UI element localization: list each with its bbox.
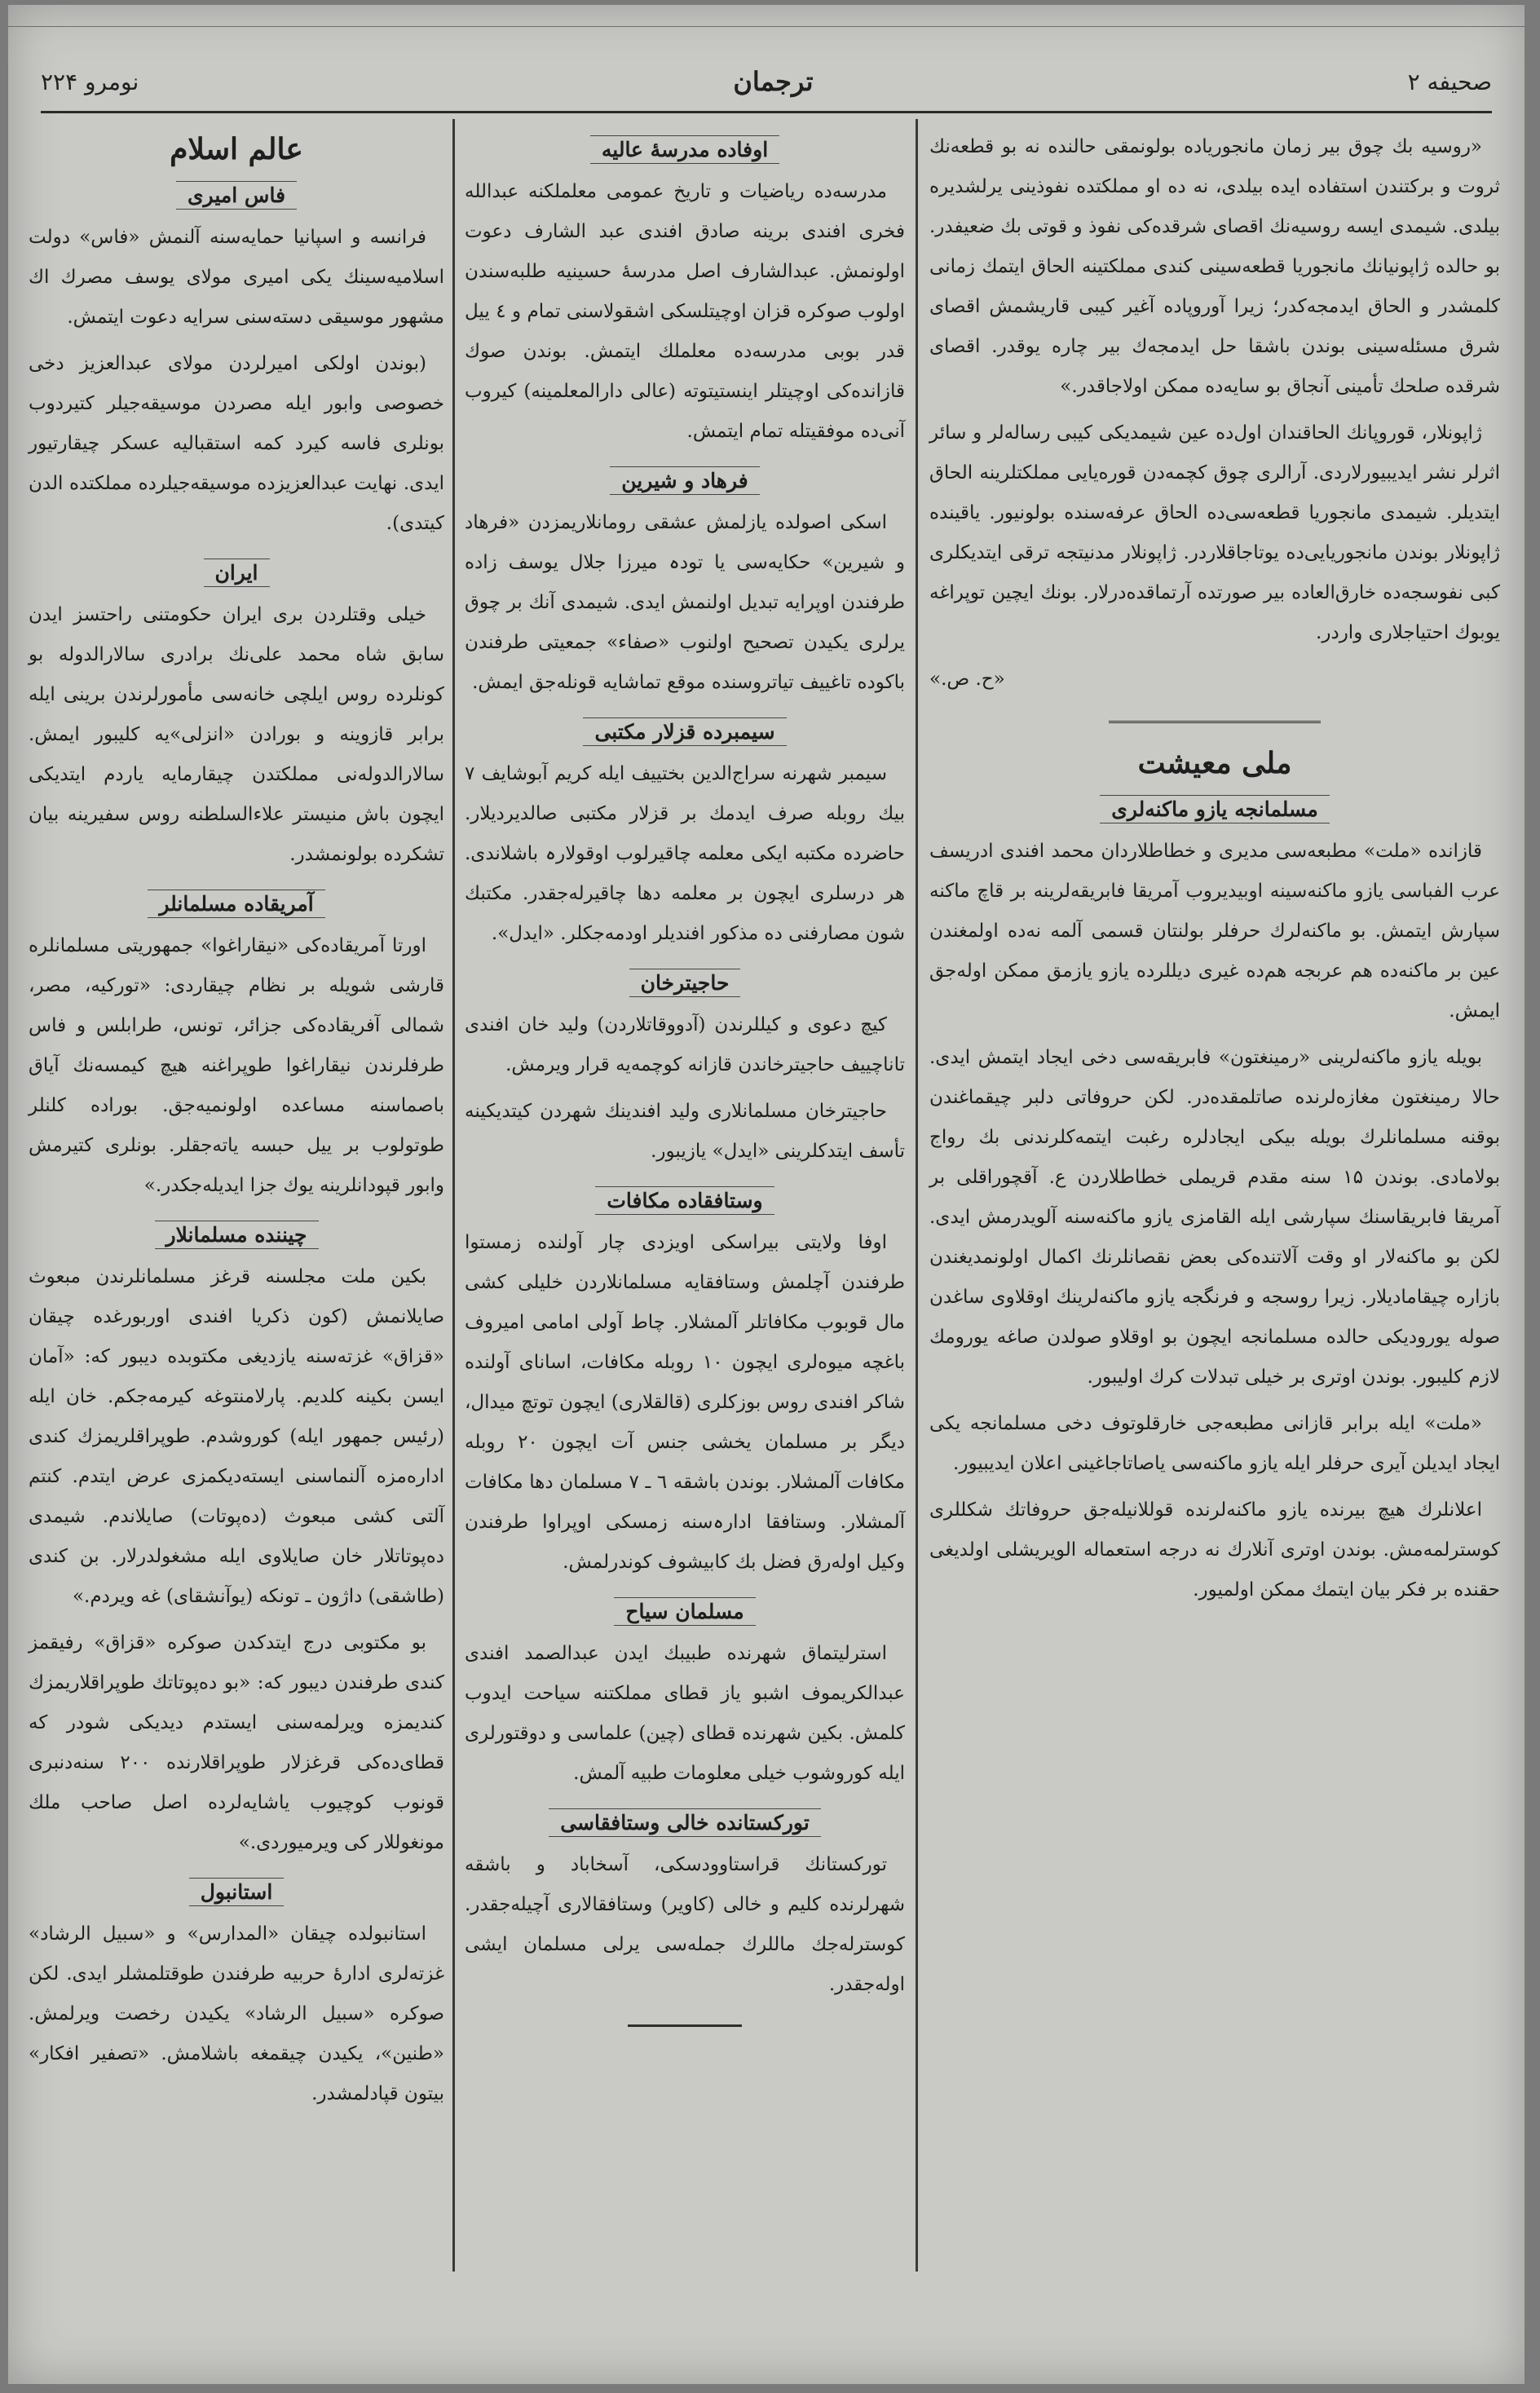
column-rule-left (452, 119, 455, 2272)
article-paragraph: سیمبر شهرنه سراج‌الدین بختییف ایله کریم آبوشایف ۷ بیك روبله صرف ایدمك بر قزلار مکتبی صالدیردیلار. حاضرده مکتبه ایکی معلمه چاقیرلوب اوقولارہ باشلاندی. هر درسلری ایچون بر معلمه دها چاقیرله‌جقدر. مکتبك شون مصارفنی ده مذکور افندیلر اودمه‌جکلر. «ایدل». (465, 763, 905, 944)
section-title: ملی معیشت (1137, 746, 1292, 780)
article-heading: فاس امیری (176, 181, 297, 210)
article-paragraph: بو مکتوبی درج ایتدکدن صوکره «قزاق» رفیقمز کندی طرفندن دیبور که: «بو دەپوتاتك طوپراقلاریمزك کندیمزه ویرلمه‌سنی ایستدم دیدیکی شودر که قطای‌ده‌کی قرغزلار طوپراقلارنده ۲۰۰ سنه‌دنبری قونوب کوچیوب یاشایه‌لرده اصل صاحب ملك مونغوللار کی ویرمیوردی.» (29, 1632, 444, 1853)
article (465, 1597, 905, 1794)
article-paragraph: استانبولده چیقان «المدارس» و «سبیل الرشاد» غزته‌لری ادارۀ حربیه طرفندن طوقتلمشلر ایدی. لکن صوکره «سبیل الرشاد» یکیدن رخصت ویرلمش. «طنین»، یکیدن چیقمغه باشلامش. «تصفیر افکار» بیتون قپادلمشدر. (29, 1923, 444, 2104)
article (465, 135, 905, 452)
newspaper-page (8, 5, 1525, 2384)
article (29, 890, 444, 1206)
left-column (29, 127, 444, 2129)
article-paragraph: کیچ دعوی و کیللرندن (آدووقاتلاردن) ولید خان افندی تاناچییف حاجیترخاندن قازانه کوچمه‌یه قرار ویرمش. (465, 1014, 905, 1075)
article-paragraph: فرانسه و اسپانیا حمایه‌سنه آلنمش «فاس» دولت اسلامیه‌سینك یکی امیری مولای یوسف مصرك اك مشهور موسیقی دستەسنی سرایه دعوت ایتمش. (29, 227, 444, 328)
article-heading: چیننده مسلمانلار (155, 1221, 319, 1249)
article (29, 181, 444, 544)
section-title: عالم اسلام (170, 132, 303, 166)
article-paragraph: مدرسه‌ده ریاضیات و تاریخ عمومی معلملکنه عبدالله فخری افندی برینه صادق افندی عبد الشارف دعوت اولونمش. عبدالشارف اصل مدرسهٔ حسینیه طلبه‌سندن اولوب صوکره قزان اوچیتلسکی اشقولاسنی تمام و ٤ ییل قدر بوبی مدرسه‌ده معلملك ایتمش. بوندن صوك قازانده‌کی اوچیتلر اینستیتوته (عالی دارالمعلمینه) کیروب آنی‌ده موفقیتله تمام ایتمش. (465, 181, 905, 442)
masthead (41, 52, 1492, 113)
article-heading: اوفاده مدرسهٔ عالیه (590, 135, 779, 164)
article-heading: ایران (204, 559, 270, 587)
article-paragraph: اعلانلرك هیچ بیرنده یازو ماکنه‌لرنده قوللانیله‌جق حروفاتك شکللری کوسترلمه‌مش. بوندن اوتری آنلارك نه درجه استعماله الویریشلی اولدیغی حقنده بر فکر بیان ایتمك ممکن اولمیور. (929, 1499, 1500, 1600)
article-heading: تورکستانده خالی وستافقاسی (549, 1808, 821, 1837)
article-paragraph: خیلی وقتلردن بری ایران حکومتنی راحتسز ایدن سابق شاه محمد علی‌نك برادری سالارالدوله بو کونلرده روس ایلچی خانه‌سی مأمورلرندن برینی ایله برابر قازوینه و بورادن «انزلی»یه کلیبور ایمش. سالارالدوله‌نی مملکتدن چیقارمایه یاردم ایتدیکی ایچون باش منیستر علاءالسلطنه روس سفیرینه بیان تشکرده بولونمشدر. (29, 604, 444, 865)
article-heading: استانبول (189, 1878, 285, 1906)
article-paragraph: (بوندن اولکی امیرلردن مولای عبدالعزیز دخی خصوصی وابور ایله مصردن موسیقه‌جیلر کتیردوب بونلری فاسه کیرد کمه استقبالیه عسکر چیقارتیور ایدی. نهایت عبدالعزیزده موسیقه‌جیلرده مملکتده الدن کیتدی). (29, 353, 444, 534)
article-paragraph: «ملت» ایله برابر قازانی مطبعه‌جی خارقلوتوف دخی مسلمانجه یکی ایجاد ایدیلن آیری حرفلر ایله یازو ماکنه‌سی یاصاتاجاغینی اعلان ایدیبیور. (929, 1413, 1500, 1474)
top-runner-line (8, 15, 1525, 27)
article (465, 969, 905, 1172)
middle-column (465, 127, 905, 2042)
article-paragraph: بکین ملت مجلسنه قرغز مسلمانلرندن مبعوث صایلانمش (کون ذکریا افندی اوربورغده چیقان «قزاق» غزته‌سنه یازدیغی مکتوبده دیبور که: «آمان ایسن بکینه کلدیم. پارلامنتوغه کیرمه‌جکم. خان ایله (رئیس جمهور ایله) کوروشدم. طوپراقلریمزك کندی ادارەمزه آلنماسنی ایسته‌دیکمزی عرض ایتدم. کنتم آلتی کشی مبعوث (دەپوتات) صایلاندم. شیمدی دەپوتاتلار خان صایلاوی ایله مشغولدرلار. بن کندی (طاشقی) داژون ـ تونکه (یوآنشقای) غه ویردم.» (29, 1266, 444, 1607)
article-paragraph: قازانده «ملت» مطبعه‌سی مدیری و خطاطلاردان محمد افندی ادریسف عرب الفباسی یازو ماکنه‌سینه اوبیدیروب آمریقا فابریقه‌لرینه بر قاچ ماکنه سپارش ایتمش. بو ماکنه‌لرك حرفلر بولنتان قسمی آلمه نه‌ده اولمغندن عین بر ماکنه‌ده هم عربجه هم‌ده غیری دیللرده یازو یازمق ممکن اوله‌جق ایمش. (929, 841, 1500, 1022)
article (29, 1878, 444, 2114)
page-label: صحیفه ۲ (1407, 68, 1492, 95)
issue-label: نومرو ۲۲۴ (41, 68, 139, 95)
article-paragraph: اورتا آمریقاده‌کی «نیقاراغوا» جمهوریتی مسلمانلره قارشی شویله بر نظام چیقاردی: «تورکیه، مصر، شمالی آفریقاده‌کی جزائر، تونس، طرابلس و فاس طرفلرندن نیقاراغوا طوپراغنه هیچ کیمسه‌نك آیاق باصماسنه مساعده اولونمیه‌جق. بوراده کلنلر طوتولوب بر ییل حبسه یاتەجقلر. بونلری کتیرمش وابور قپودانلرینه یوك جزا ایدیله‌جکدر.» (29, 935, 444, 1196)
article-heading: حاجیترخان (629, 969, 741, 997)
article-paragraph: حاجیترخان مسلمانلاری ولید افندینك شهردن کیتدیکینه تأسف ایتدکلرینی «ایدل» یازیبور. (465, 1101, 905, 1162)
article (29, 1221, 444, 1863)
article-paragraph: بویله یازو ماکنه‌لرینی «رمینغتون» فابریقه‌سی دخی ایجاد ایتمش ایدی. حالا رمینغتون مغازه‌لرنده صاتلمقده‌در. لکن حروفاتی دلبر چیقماغندن بوقنه مسلمانلرك بویله بیکی ایجادلره رغبت ایتمه‌کلرندنی بك رواج بولامادی. بوندن ۱۵ سنه مقدم قریملی خطاطلاردن ع. آقچوراقلی بر آمریقا فابریقاسنك سپارشی ایله القامزی یازو ماکنه‌سنه آلویدرمش ایدی. لکن بو ماکنه‌لار او وقت آلاتنده‌کی بعض نقصانلرنك اکمال اولونمدیغندن بازاره چیقامادیلار. زیرا روسجه و فرنگجه یازو ماکنه‌لرینك اوقلاوی ساغدن صوله یورودیکی حالده مسلمانجه ایچون بو اوقلاو صولدن صاغه یورومك لازم کلیبور. بوندن اوتری بر خیلی تبدلات کرك اولیبور. (929, 1047, 1500, 1388)
article-heading: سیمبرده قزلار مکتبی (583, 717, 786, 746)
signature: «ح. ص.» (929, 669, 1005, 690)
article-paragraph: استرلیتماق شهرنده طبیبك ایدن عبدالصمد افندی عبدالکریموف اشبو یاز قطای مملکتنه سیاحت ایدوب کلمش. بکین شهرنده قطای (چین) علماسی و دوقتورلری ایله کوروشوب خیلی معلومات طبیه آلمش. (465, 1643, 905, 1784)
end-rule (628, 2024, 742, 2027)
article-paragraph: اسکی اصولده یازلمش عشقی رومانلاریمزدن «فرهاد و شیرین» حکایه‌سی یا تودہ میرزا جلال یوسف زاده طرفندن اوپرایه تبدیل اولنمش ایدی. شیمدی آنك بر چوق یرلری یکیدن تصحیح اولنوب «صفاء» جمعیتی طرفندن باکوده تاغییف تیاتروسنده موقع تماشایه قونله‌جق ایمش. (465, 512, 905, 693)
article (465, 466, 905, 703)
article-heading: مسلمانجه یازو ماکنه‌لری (1100, 795, 1330, 823)
article (465, 1186, 905, 1583)
article-heading: مسلمان سیاح (614, 1597, 755, 1626)
paper-name: ترجمان (733, 66, 814, 97)
article (465, 1808, 905, 2027)
article-paragraph: تورکستانك قراستاوودسکی، آسخاباد و باشقه شهرلرنده کلیم و خالی (کاویر) وستافقالاری آچیله‌جقدر. کوسترله‌جك ماللرك جمله‌سی یرلی مسلمان ایشی اوله‌جقدر. (465, 1854, 905, 1995)
right-column (929, 127, 1500, 1625)
article-heading: آمریقاده مسلمانلر (148, 890, 324, 918)
section-divider (1109, 721, 1321, 723)
right-paragraph: ژاپونلار، قوروپانك الحاقندان اول‌ده عین شیمدیکی کیبی رساله‌لر و سائر اثرلر نشر ایدیبیورلاردی. آرالری چوق کچمه‌دن قوره‌یایی مملکتلرینه الحاق ایتدیلر. شیمدی مانجوریا قطعه‌سی‌ده الحاق عرفه‌سنده بولونیور. یاقینده ژاپونلار بوندن مانجوریایی‌ده یوتاجاقلاردر. ژاپونلار مدنیتجه ترقی ایتدیکلری کبی نفوسجه‌ده خارق‌العاده بیر صورتده آرتماقده‌درلار. بونك ایچین توپراغه یوبوك احتیاجلاری واردر. (929, 422, 1500, 643)
article-heading: وستافقاده مکافات (595, 1186, 774, 1215)
article-paragraph: اوفا ولایتی بیراسکی اویزدی چار آولنده زمستوا طرفندن آچلمش وستافقایه مسلمانلاردن خلیلی کشی مال قوبوب مکافاتلر آلمشلار. چاط آولی امامی امیروف باغچه میوه‌لری ایچون ۱۰ روبله مکافات، اسانای آولنده شاکر افندی روس بوزکلری (قالقلاری) ایچون توتچ میدال، دیگر بر مسلمان یخشی جنس آت ایچون ۲۰ روبله مکافات آلمشلار. بوندن باشقه ٦ ـ ۷ مسلمان دها مکافات آلمشلار. وستافقا ادارہ‌سنه زمسکی اوپراوا طرفندن وکیل اولەرق فضل بك کابیشوف کوندرلمش. (465, 1232, 906, 1573)
column-rule-right (916, 119, 918, 2272)
article (929, 795, 1500, 1610)
article (465, 717, 905, 954)
right-paragraph: «روسیه بك چوق بیر زمان مانجوریاده بولونمقی حالنده نه بو قطعه‌نك ثروت و برکتندن استفاده ایده بیلدی، نه ده او مملکتده نفوذینی یرلشدیره بیلدی. شیمدی ایسه روسیه‌نك اقصای شرقده‌کی نفوذ و قوتی بك ضعیفدر. بو حالده ژاپونیانك مانجوریا قطعه‌سینی کندی مملکتینه الحاق ایتمك زمانی کلمشدر و الحاق ایدمجه‌کدر؛ زیرا آوروپاده آغیر کیبی قاریشمش اقصای شرق مسئله‌سینی بوندن باشقا حل ایدمجه‌ك بیر چاره یوقدر. اقصای شرقده صلحك تأمینی آنجاق بو سایه‌ده ممکن اولاجاقدر.» (929, 136, 1500, 397)
article-heading: فرهاد و شیرین (610, 466, 759, 495)
article (29, 559, 444, 875)
